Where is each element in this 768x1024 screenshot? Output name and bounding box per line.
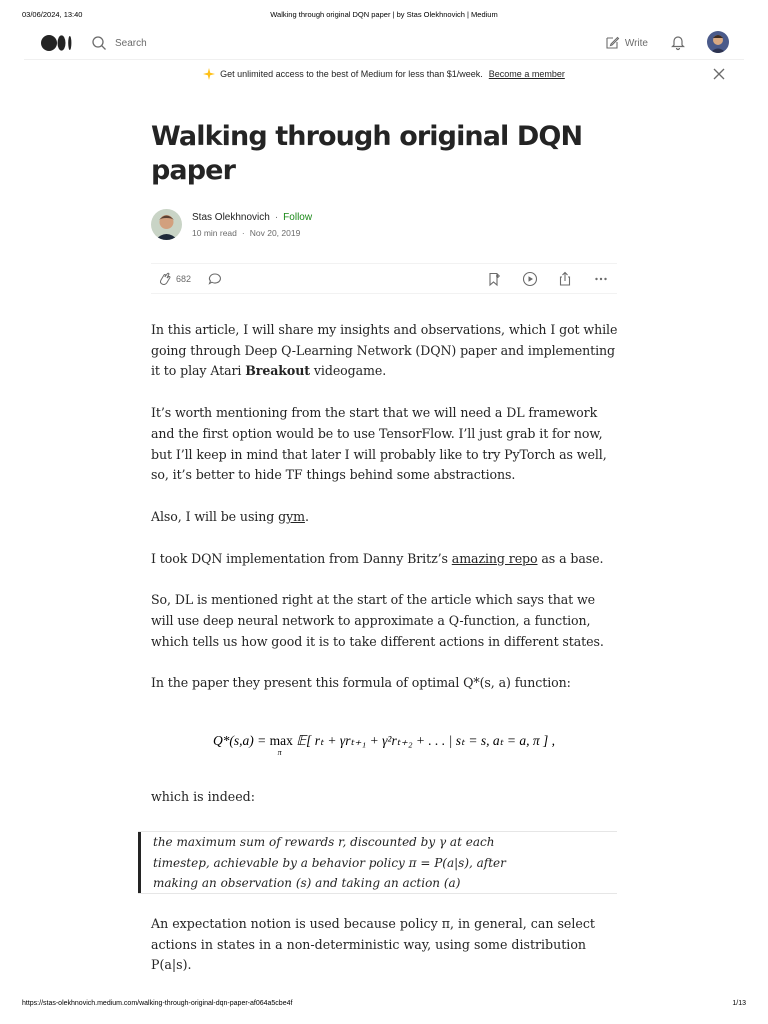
paragraph-text: Also, I will be using bbox=[151, 508, 279, 524]
share-icon[interactable] bbox=[557, 271, 573, 287]
article-title: Walking through original DQN paper bbox=[151, 121, 583, 186]
bold-breakout: Breakout bbox=[245, 363, 311, 379]
quote-text: the maximum sum of rewards r, discounted by γ at each timestep, achievable by a behavior policy π = P(a|s), after making an observation (s) and taking an action (a) bbox=[153, 835, 506, 890]
clap-icon bbox=[157, 271, 173, 287]
paragraph-expectation: An expectation notion is used because policy π, in general, can select actions in states in a non-deterministic way, using some distribution P(a|s). bbox=[151, 916, 595, 973]
user-avatar[interactable] bbox=[707, 31, 729, 53]
banner-text: Get unlimited access to the best of Medium for less than $1/week. bbox=[220, 69, 483, 79]
separator-dot: · bbox=[274, 212, 279, 223]
paragraph-gym bbox=[151, 507, 619, 528]
paragraph-dl: So, DL is mentioned right at the start of the article which says that we will use deep neural network to approximate a Q-function, a function, which tells us how good it is to take different actions in different states. bbox=[151, 592, 604, 649]
comment-icon[interactable] bbox=[207, 271, 223, 287]
paragraph-indeed: which is indeed: bbox=[151, 789, 255, 804]
print-page-title: Walking through original DQN paper | by Stas Olekhnovich | Medium bbox=[270, 10, 498, 19]
author-avatar[interactable] bbox=[151, 209, 182, 240]
article-header bbox=[151, 120, 617, 188]
formula-max-sub: π bbox=[277, 748, 282, 757]
search-box[interactable] bbox=[91, 33, 147, 53]
paragraph-intro bbox=[151, 320, 619, 382]
article-actions-bar bbox=[151, 263, 617, 294]
quote-bar bbox=[138, 832, 141, 893]
paragraph-formula-intro: In the paper they present this formula of optimal Q*(s, a) function: bbox=[151, 675, 571, 691]
print-datetime: 03/06/2024, 13:40 bbox=[22, 10, 83, 19]
paragraph-text: as a base. bbox=[537, 550, 604, 566]
paragraph-text: videogame. bbox=[310, 363, 387, 379]
listen-play-icon[interactable] bbox=[522, 271, 538, 287]
author-name-line bbox=[192, 212, 312, 223]
separator-dot: · bbox=[241, 228, 245, 238]
write-label: Write bbox=[624, 37, 648, 49]
clap-count: 682 bbox=[176, 274, 192, 284]
formula-lhs: Q*(s,a) = bbox=[212, 733, 270, 748]
author-name[interactable]: Stas Olekhnovich bbox=[192, 212, 270, 223]
article-body bbox=[151, 320, 619, 715]
write-button[interactable] bbox=[604, 33, 648, 53]
top-nav bbox=[24, 28, 744, 60]
membership-banner bbox=[24, 62, 744, 86]
publish-date: Nov 20, 2019 bbox=[249, 228, 301, 238]
paragraph-text: . bbox=[304, 508, 309, 524]
blockquote bbox=[138, 831, 617, 894]
author-block bbox=[151, 209, 617, 241]
read-time: 10 min read bbox=[192, 228, 237, 238]
write-icon bbox=[604, 35, 620, 51]
paragraph-text: In this article, I will share my insights and observations, which I got while going through Deep Q-Learning Network (DQN) paper and implementing it to play Atari bbox=[151, 322, 618, 379]
print-footer bbox=[22, 1000, 746, 1010]
formula-max bbox=[269, 733, 293, 757]
formula-rhs: 𝔼[ rₜ + γrₜ₊₁ + γ²rₜ₊₂ + . . . | sₜ = s, aₜ = a, π ] , bbox=[296, 733, 556, 748]
print-page-number: 1/13 bbox=[732, 1000, 746, 1007]
medium-logo-icon[interactable] bbox=[41, 35, 73, 51]
bookmark-icon[interactable] bbox=[486, 271, 502, 287]
formula-max-text: max bbox=[269, 733, 293, 748]
search-placeholder: Search bbox=[115, 37, 147, 49]
print-url: https://stas-olekhnovich.medium.com/walking-through-original-dqn-paper-af064a5cbe4f bbox=[22, 1000, 293, 1007]
author-avatar-image bbox=[151, 209, 182, 240]
paragraph-framework: It’s worth mentioning from the start that we will need a DL framework and the first option would be to use TensorFlow. I’ll just grab it for now, but I’ll keep in mind that later I will probably like to try PyTorch as well, so, it’s better to hide TF things behind some abstractions. bbox=[151, 405, 607, 483]
paragraph-text: I took DQN implementation from Danny Britz’s bbox=[151, 550, 452, 566]
user-avatar-image bbox=[707, 31, 729, 53]
q-function-formula bbox=[151, 733, 617, 757]
sparkle-icon bbox=[203, 68, 215, 80]
more-options-icon[interactable] bbox=[593, 271, 609, 287]
clap-button[interactable] bbox=[157, 271, 191, 287]
follow-button[interactable]: Follow bbox=[283, 212, 313, 223]
become-member-link[interactable]: Become a member bbox=[488, 69, 565, 79]
search-icon bbox=[91, 35, 107, 51]
article-meta bbox=[192, 228, 300, 238]
paragraph-repo bbox=[151, 549, 619, 570]
notifications-bell-icon[interactable] bbox=[669, 33, 687, 51]
close-icon[interactable] bbox=[713, 68, 725, 80]
gym-link[interactable]: gym bbox=[278, 508, 305, 524]
print-header bbox=[22, 10, 746, 22]
amazing-repo-link[interactable]: amazing repo bbox=[451, 550, 538, 566]
